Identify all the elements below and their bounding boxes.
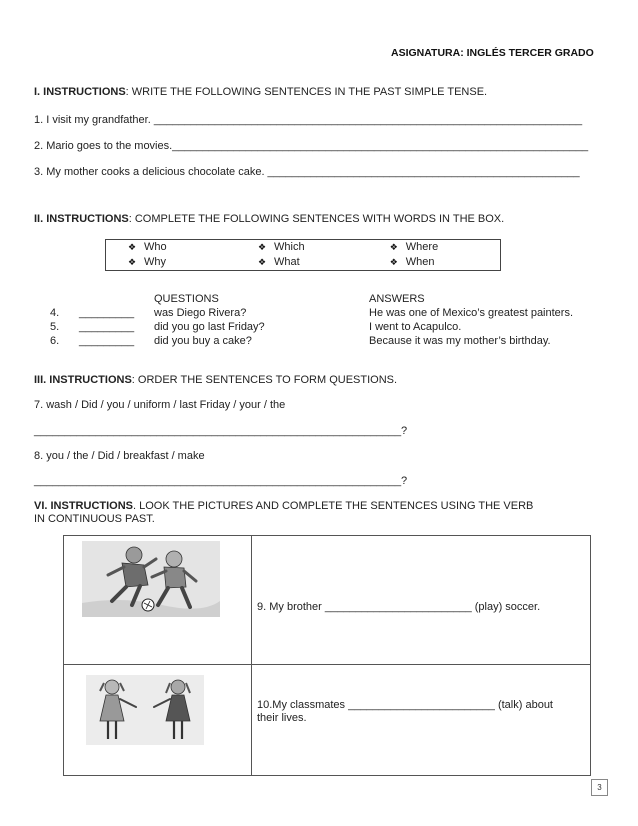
exercise-item-1: 1. I visit my grandfather. ______________________________________________________________________	[34, 114, 583, 126]
diamond-bullet-icon: ❖	[128, 242, 137, 252]
word-who: Who	[144, 241, 167, 253]
section-4-title: VI. INSTRUCTIONS	[34, 500, 134, 512]
exercise-item-2: 2. Mario goes to the movies.____________________________________________________________________	[34, 140, 589, 152]
girls-talking-picture	[86, 675, 204, 745]
row-5-question: did you go last Friday?	[154, 321, 265, 333]
word-when: When	[405, 256, 435, 268]
diamond-bullet-icon: ❖	[128, 257, 137, 267]
row-4-question: was Diego Rivera?	[154, 307, 247, 319]
exercise-item-8: 8. you / the / Did / breakfast / make	[34, 450, 205, 462]
section-4-instructions	[34, 500, 533, 513]
word-box-cell	[236, 240, 368, 256]
word-box-cell	[106, 255, 237, 271]
diamond-bullet-icon: ❖	[389, 257, 398, 267]
diamond-bullet-icon: ❖	[258, 242, 267, 252]
section-3-title: III. INSTRUCTIONS	[34, 374, 132, 386]
row-6-answer: Because it was my mother’s birthday.	[369, 335, 551, 347]
exercise-item-7: 7. wash / Did / you / uniform / last Friday / your / the	[34, 399, 286, 411]
section-4-text-line2: IN CONTINUOUS PAST.	[34, 513, 155, 525]
section-2-title: II. INSTRUCTIONS	[34, 213, 129, 225]
word-box-cell	[236, 255, 368, 271]
row-6-number: 6.	[50, 335, 60, 347]
word-where: Where	[405, 241, 439, 253]
diamond-bullet-icon: ❖	[389, 242, 398, 252]
section-3-instructions	[34, 374, 397, 387]
row-4-blank: _________	[79, 307, 135, 319]
row-5-answer: I went to Acapulco.	[369, 321, 462, 333]
word-which: Which	[274, 241, 305, 253]
row-5-number: 5.	[50, 321, 60, 333]
table-divider-vertical	[251, 535, 252, 776]
word-box-cell	[106, 240, 237, 256]
answers-header: ANSWERS	[369, 293, 425, 305]
row-4-number: 4.	[50, 307, 60, 319]
boys-playing-soccer-picture	[82, 541, 220, 617]
section-3-text: : ORDER THE SENTENCES TO FORM QUESTIONS.	[131, 374, 398, 386]
exercise-item-10-line1: 10.My classmates ________________________ (talk) about	[257, 699, 553, 711]
word-what: What	[274, 256, 300, 268]
subject-header: ASIGNATURA: INGLÉS TERCER GRADO	[391, 47, 594, 59]
word-box	[105, 239, 501, 271]
section-1-title: I. INSTRUCTIONS	[34, 86, 126, 98]
page-number: 3	[591, 779, 608, 796]
answer-line-8: ____________________________________________________________?	[34, 475, 408, 487]
exercise-item-3: 3. My mother cooks a delicious chocolate cake. ___________________________________________________	[34, 166, 580, 178]
row-4-answer: He was one of Mexico’s greatest painters.	[369, 307, 574, 319]
section-1-instructions	[34, 86, 487, 99]
table-divider-horizontal	[63, 664, 591, 665]
exercise-item-10-line2: their lives.	[257, 712, 307, 724]
row-6-question: did you buy a cake?	[154, 335, 252, 347]
section-4-text-line1: . LOOK THE PICTURES AND COMPLETE THE SENTENCES USING THE VERB	[133, 500, 534, 512]
word-box-cell	[368, 255, 501, 271]
word-why: Why	[144, 256, 166, 268]
section-2-text: : COMPLETE THE FOLLOWING SENTENCES WITH WORDS IN THE BOX.	[128, 213, 505, 225]
section-2-instructions	[34, 213, 504, 226]
section-1-text: : WRITE THE FOLLOWING SENTENCES IN THE PAST SIMPLE TENSE.	[125, 86, 488, 98]
answer-line-7: ____________________________________________________________?	[34, 425, 408, 437]
diamond-bullet-icon: ❖	[258, 257, 267, 267]
row-5-blank: _________	[79, 321, 135, 333]
row-6-blank: _________	[79, 335, 135, 347]
word-box-cell	[368, 240, 501, 256]
questions-header: QUESTIONS	[154, 293, 219, 305]
exercise-item-9: 9. My brother ________________________ (play) soccer.	[257, 601, 541, 613]
